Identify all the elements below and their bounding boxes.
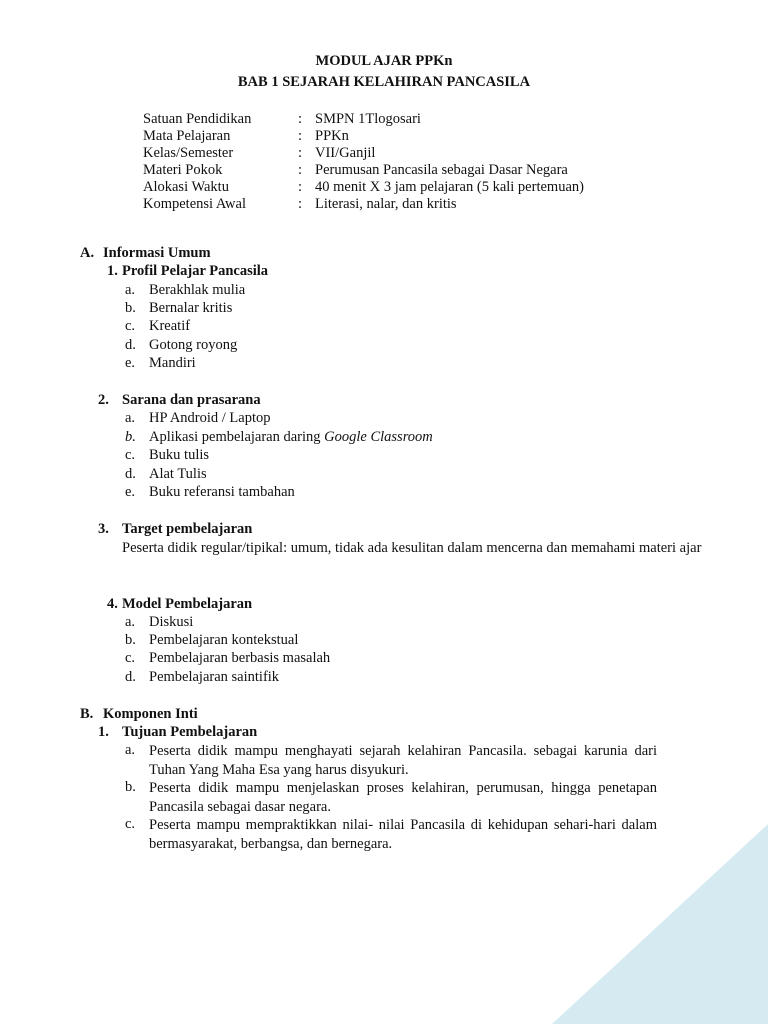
info-colon: : bbox=[298, 128, 303, 144]
info-value: Literasi, nalar, dan kritis bbox=[315, 196, 457, 212]
list-marker: c. bbox=[125, 816, 136, 832]
subsection-marker: 2. bbox=[98, 392, 109, 408]
info-colon: : bbox=[298, 111, 303, 127]
list-item: Pembelajaran berbasis masalah bbox=[149, 650, 331, 666]
info-label: Satuan Pendidikan bbox=[143, 111, 252, 127]
subsection-marker: 1. bbox=[98, 724, 109, 740]
list-marker: b. bbox=[125, 779, 136, 795]
list-item: Berakhlak mulia bbox=[149, 282, 246, 298]
info-value: PPKn bbox=[315, 128, 349, 144]
subsection-title: Tujuan Pembelajaran bbox=[122, 724, 258, 740]
app-name: Google Classroom bbox=[324, 429, 433, 445]
target-paragraph: Peserta didik regular/tipikal: umum, tidak ada kesulitan dalam mencerna dan memahami materi ajar bbox=[122, 540, 702, 556]
info-value: Perumusan Pancasila sebagai Dasar Negara bbox=[315, 162, 568, 178]
section-b-title: Komponen Inti bbox=[103, 706, 198, 722]
list-item: Pembelajaran saintifik bbox=[149, 669, 280, 685]
list-item: Buku tulis bbox=[149, 447, 210, 463]
subsection-title: Target pembelajaran bbox=[122, 521, 253, 537]
info-value: 40 menit X 3 jam pelajaran (5 kali pertemuan) bbox=[315, 179, 584, 195]
info-value: VII/Ganjil bbox=[315, 145, 376, 161]
list-marker: a. bbox=[125, 282, 136, 298]
subsection-marker: 4. bbox=[107, 596, 118, 612]
info-value: SMPN 1Tlogosari bbox=[315, 111, 421, 127]
document-title: MODUL AJAR PPKn bbox=[315, 53, 453, 69]
info-label: Kelas/Semester bbox=[143, 145, 234, 161]
list-marker: b. bbox=[125, 429, 136, 445]
list-item: Pembelajaran kontekstual bbox=[149, 632, 299, 648]
list-marker: d. bbox=[125, 337, 136, 353]
list-item: Alat Tulis bbox=[149, 466, 207, 482]
list-item-text: Aplikasi pembelajaran daring bbox=[149, 429, 325, 445]
list-item: Bernalar kritis bbox=[149, 300, 233, 316]
list-marker: e. bbox=[125, 355, 136, 371]
info-colon: : bbox=[298, 196, 303, 212]
subsection-marker: 1. bbox=[107, 263, 118, 279]
section-b-marker: B. bbox=[80, 706, 94, 722]
subsection-marker: 3. bbox=[98, 521, 109, 537]
list-marker: e. bbox=[125, 484, 136, 500]
subsection-title: Model Pembelajaran bbox=[122, 596, 253, 612]
list-item: HP Android / Laptop bbox=[149, 410, 271, 426]
subsection-title: Sarana dan prasarana bbox=[122, 392, 261, 408]
list-marker: a. bbox=[125, 742, 136, 758]
list-marker: c. bbox=[125, 447, 136, 463]
list-marker: d. bbox=[125, 466, 136, 482]
section-a-marker: A. bbox=[80, 245, 95, 261]
list-item: Kreatif bbox=[149, 318, 191, 334]
list-item: Peserta didik mampu menjelaskan proses kelahiran, perumusan, hingga penetapan Pancasila sebagai dasar negara. bbox=[149, 780, 657, 815]
list-item: Peserta didik mampu menghayati sejarah kelahiran Pancasila. sebagai karunia dari Tuhan Yang Maha Esa yang harus disyukuri. bbox=[149, 743, 657, 778]
list-item: Mandiri bbox=[149, 355, 196, 371]
list-marker: b. bbox=[125, 632, 136, 648]
section-a-title: Informasi Umum bbox=[103, 245, 211, 261]
subsection-title: Profil Pelajar Pancasila bbox=[122, 263, 269, 279]
list-item: Gotong royong bbox=[149, 337, 238, 353]
info-label: Mata Pelajaran bbox=[143, 128, 231, 144]
list-marker: a. bbox=[125, 410, 136, 426]
info-label: Kompetensi Awal bbox=[143, 196, 246, 212]
list-marker: c. bbox=[125, 650, 136, 666]
list-item: Peserta mampu mempraktikkan nilai- nilai Pancasila di kehidupan sehari-hari dalam bermasyarakat, berbangsa, dan bernegara. bbox=[149, 817, 657, 852]
info-label: Materi Pokok bbox=[143, 162, 223, 178]
info-colon: : bbox=[298, 179, 303, 195]
info-colon: : bbox=[298, 162, 303, 178]
document-subtitle: BAB 1 SEJARAH KELAHIRAN PANCASILA bbox=[237, 74, 531, 90]
list-marker: d. bbox=[125, 669, 136, 685]
list-item: Diskusi bbox=[149, 614, 194, 630]
list-marker: b. bbox=[125, 300, 136, 316]
info-label: Alokasi Waktu bbox=[143, 179, 229, 195]
list-marker: c. bbox=[125, 318, 136, 334]
list-item bbox=[149, 429, 433, 446]
list-marker: a. bbox=[125, 614, 136, 630]
list-item: Buku referansi tambahan bbox=[149, 484, 295, 500]
decorative-corner-triangle bbox=[552, 824, 768, 1024]
info-colon: : bbox=[298, 145, 303, 161]
